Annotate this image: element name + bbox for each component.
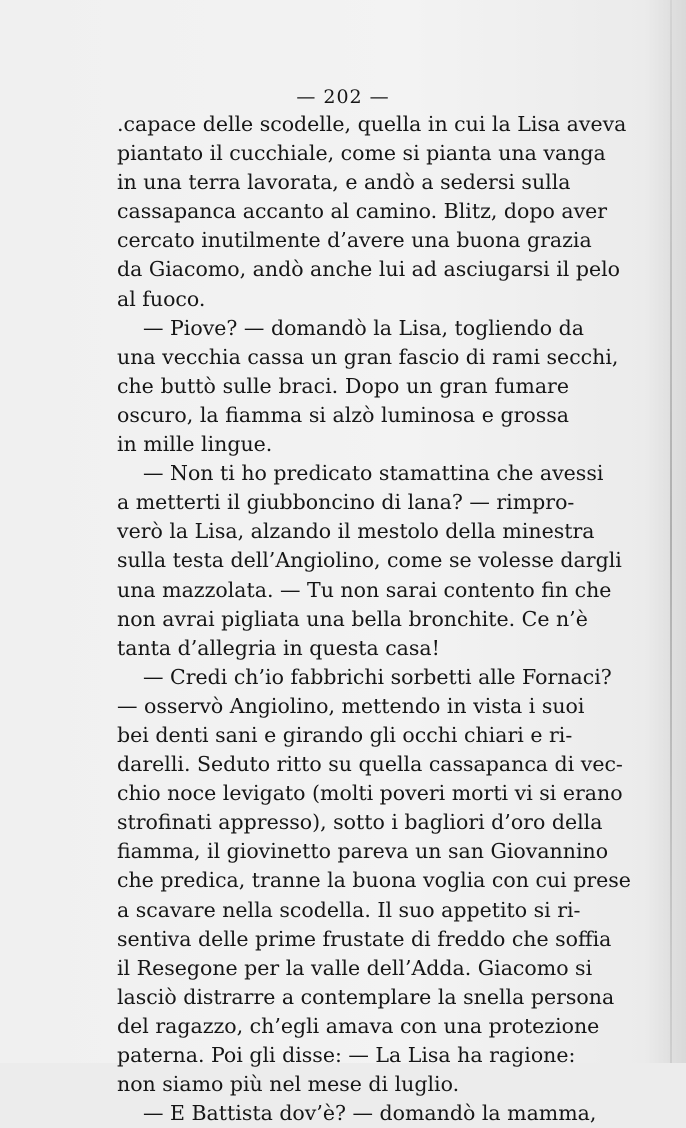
text-line: piantato il cucchiale, come si pianta una vanga — [117, 141, 606, 166]
text-line: tanta d’allegria in questa casa! — [117, 635, 440, 660]
text-line: — E Battista dov’è? — domandò la mamma, — [143, 1101, 597, 1126]
text-line: che predica, tranne la buona voglia con cui prese — [117, 868, 631, 893]
text-line: il Resegone per la valle dell’Adda. Giacomo si — [117, 955, 593, 980]
page-number: — 202 — — [296, 86, 390, 108]
text-line: lasciò distrarre a contemplare la snella persona — [117, 984, 615, 1009]
text-line: a scavare nella scodella. Il suo appetito si ri- — [117, 897, 581, 922]
text-line: non siamo più nel mese di luglio. — [117, 1072, 460, 1097]
text-line: verò la Lisa, alzando il mestolo della minestra — [117, 519, 595, 544]
page-edge-shadow — [670, 0, 672, 1063]
text-line: in mille lingue. — [117, 432, 273, 457]
text-line: da Giacomo, andò anche lui ad asciugarsi il pelo — [117, 257, 621, 282]
text-line: — Piove? — domandò la Lisa, togliendo da — [143, 315, 584, 340]
text-line: sentiva delle prime frustate di freddo che soffia — [117, 926, 612, 951]
text-line: una mazzolata. — Tu non sarai contento fin che — [117, 577, 612, 602]
text-line: al fuoco. — [117, 286, 206, 311]
text-line: che buttò sulle braci. Dopo un gran fumare — [117, 373, 569, 398]
text-line: paterna. Poi gli disse: — La Lisa ha ragione: — [117, 1043, 576, 1067]
text-line: cercato inutilmente d’avere una buona grazia — [117, 228, 592, 253]
text-line: una vecchia cassa un gran fascio di rami secchi, — [117, 344, 619, 369]
text-line: cassapanca accanto al camino. Blitz, dopo aver — [117, 199, 608, 224]
text-line: strofinati appresso), sotto i bagliori d’oro della — [117, 810, 603, 835]
text-line: — osservò Angiolino, mettendo in vista i suoi — [117, 693, 585, 718]
text-line: in una terra lavorata, e andò a sedersi sulla — [117, 170, 571, 195]
text-line: sulla testa dell’Angiolino, come se volesse dargli — [117, 548, 622, 573]
text-line: del ragazzo, ch’egli amava con una protezione — [117, 1013, 600, 1038]
text-line: — Credi ch’io fabbrichi sorbetti alle Fornaci? — [143, 664, 612, 689]
text-line: — Non ti ho predicato stamattina che avessi — [143, 461, 604, 486]
text-line: non avrai pigliata una bella bronchite. Ce n’è — [117, 606, 588, 631]
body-text — [117, 110, 631, 1128]
text-line: chio noce levigato (molti poveri morti vi si erano — [117, 781, 623, 806]
text-line: darelli. Seduto ritto su quella cassapanca di vec- — [117, 752, 623, 777]
text-line: a metterti il giubboncino di lana? — rimpro- — [117, 490, 575, 515]
text-line: bei denti sani e girando gli occhi chiari e ri- — [117, 722, 573, 747]
text-line: .capace delle scodelle, quella in cui la Lisa aveva — [117, 112, 627, 136]
text-line: oscuro, la fiamma si alzò luminosa e grossa — [117, 402, 569, 427]
text-line: fiamma, il giovinetto pareva un san Giovannino — [117, 839, 609, 864]
